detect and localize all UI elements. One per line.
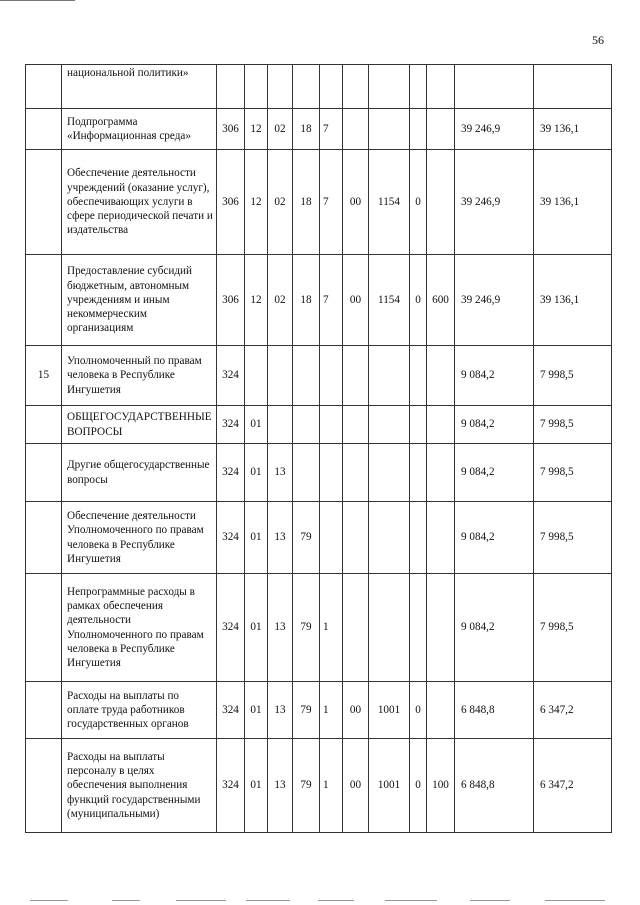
table-row [26,574,612,682]
corner-scan-mark [0,0,75,2]
expense-code-cell [369,346,410,406]
expense-code-cell [369,65,410,109]
amount-executed-cell [534,65,612,109]
no-cell [26,574,62,682]
name-cell: Непрограммные расходы в рамках обеспечения деятельности Уполномоченного по правам человека в Республике Ингушетия [62,574,217,682]
program-code-cell: 18 [293,109,320,150]
subprogram-code-cell: 7 [320,255,343,346]
amount-executed-cell: 39 136,1 [534,150,612,255]
expense-type-cell: 100 [427,739,455,833]
section-code-cell: 12 [245,150,268,255]
expense-type-cell [427,150,455,255]
amount-executed-cell: 7 998,5 [534,406,612,444]
subsection-code-cell: 13 [268,739,293,833]
subprogram-code-cell: 7 [320,109,343,150]
program-code-cell: 18 [293,150,320,255]
subcode-cell: 0 [410,255,427,346]
page-number: 56 [592,33,604,47]
program-code-cell [293,444,320,502]
subcode-cell [410,65,427,109]
amount-executed-cell: 39 136,1 [534,255,612,346]
expense-code-cell [369,109,410,150]
expense-type-cell [427,444,455,502]
amount-approved-cell: 39 246,9 [455,109,534,150]
section-code-cell: 01 [245,574,268,682]
subprogram-code-cell [320,444,343,502]
ministry-code-cell: 324 [217,682,245,739]
section-code-cell: 12 [245,109,268,150]
no-cell [26,739,62,833]
name-cell: Обеспечение деятельности учреждений (оказание услуг), обеспечивающих услуги в сфере периодической печати и издательства [62,150,217,255]
amount-executed-cell: 39 136,1 [534,109,612,150]
subsection-code-cell: 13 [268,574,293,682]
expense-code-cell: 1001 [369,682,410,739]
section-code-cell: 01 [245,739,268,833]
subsection-code-cell [268,65,293,109]
amount-executed-cell: 7 998,5 [534,444,612,502]
subprogram-code-cell: 1 [320,739,343,833]
name-cell: Расходы на выплаты по оплате труда работников государственных органов [62,682,217,739]
program-code-cell [293,346,320,406]
program-code-cell [293,65,320,109]
amount-approved-cell: 9 084,2 [455,346,534,406]
ministry-code-cell: 324 [217,739,245,833]
budget-table-body [26,65,612,833]
name-cell: ОБЩЕГОСУДАРСТВЕННЫЕ ВОПРОСЫ [62,406,217,444]
scan-edge-marks [0,880,640,905]
table-row [26,346,612,406]
expense-code-cell [369,574,410,682]
amount-approved-cell [455,65,534,109]
direction-code-cell: 00 [343,255,369,346]
subsection-code-cell: 02 [268,109,293,150]
expense-type-cell [427,682,455,739]
expense-type-cell [427,109,455,150]
ministry-code-cell: 306 [217,150,245,255]
no-cell [26,444,62,502]
subprogram-code-cell: 7 [320,150,343,255]
direction-code-cell: 00 [343,150,369,255]
subsection-code-cell: 13 [268,444,293,502]
ministry-code-cell: 324 [217,346,245,406]
direction-code-cell [343,444,369,502]
subprogram-code-cell [320,406,343,444]
expense-type-cell [427,65,455,109]
direction-code-cell [343,574,369,682]
no-cell [26,682,62,739]
subprogram-code-cell [320,65,343,109]
no-cell [26,406,62,444]
direction-code-cell [343,406,369,444]
table-row [26,109,612,150]
section-code-cell [245,346,268,406]
amount-executed-cell: 7 998,5 [534,502,612,574]
direction-code-cell [343,346,369,406]
subsection-code-cell [268,406,293,444]
expense-code-cell [369,444,410,502]
section-code-cell: 12 [245,255,268,346]
amount-executed-cell: 7 998,5 [534,574,612,682]
direction-code-cell: 00 [343,739,369,833]
no-cell [26,255,62,346]
ministry-code-cell: 324 [217,574,245,682]
subcode-cell [410,346,427,406]
expense-code-cell: 1154 [369,150,410,255]
subsection-code-cell [268,346,293,406]
subsection-code-cell: 02 [268,255,293,346]
amount-approved-cell: 39 246,9 [455,255,534,346]
amount-approved-cell: 9 084,2 [455,406,534,444]
subprogram-code-cell: 1 [320,574,343,682]
budget-table [25,64,612,833]
subcode-cell: 0 [410,739,427,833]
table-row [26,739,612,833]
subcode-cell [410,574,427,682]
ministry-code-cell [217,65,245,109]
expense-type-cell [427,574,455,682]
name-cell: национальной политики» [62,65,217,109]
table-row [26,255,612,346]
expense-code-cell: 1154 [369,255,410,346]
expense-type-cell [427,502,455,574]
no-cell: 15 [26,346,62,406]
amount-approved-cell: 6 848,8 [455,682,534,739]
ministry-code-cell: 324 [217,406,245,444]
no-cell [26,109,62,150]
ministry-code-cell: 306 [217,255,245,346]
subcode-cell [410,502,427,574]
amount-approved-cell: 9 084,2 [455,574,534,682]
program-code-cell: 79 [293,502,320,574]
program-code-cell: 79 [293,739,320,833]
section-code-cell: 01 [245,502,268,574]
amount-approved-cell: 9 084,2 [455,502,534,574]
section-code-cell: 01 [245,682,268,739]
subcode-cell [410,109,427,150]
subcode-cell: 0 [410,682,427,739]
program-code-cell [293,406,320,444]
name-cell: Обеспечение деятельности Уполномоченного по правам человека в Республике Ингушетия [62,502,217,574]
amount-executed-cell: 6 347,2 [534,739,612,833]
expense-type-cell: 600 [427,255,455,346]
subsection-code-cell: 13 [268,682,293,739]
direction-code-cell [343,109,369,150]
amount-approved-cell: 9 084,2 [455,444,534,502]
ministry-code-cell: 324 [217,502,245,574]
program-code-cell: 79 [293,682,320,739]
name-cell: Расходы на выплаты персоналу в целях обеспечения выполнения функций государственными (муниципальными) [62,739,217,833]
amount-approved-cell: 6 848,8 [455,739,534,833]
ministry-code-cell: 306 [217,109,245,150]
subsection-code-cell: 02 [268,150,293,255]
name-cell: Другие общегосударственные вопросы [62,444,217,502]
program-code-cell: 79 [293,574,320,682]
expense-code-cell: 1001 [369,739,410,833]
table-row [26,150,612,255]
expense-code-cell [369,406,410,444]
name-cell: Предоставление субсидий бюджетным, автономным учреждениям и иным некоммерческим организациям [62,255,217,346]
table-row [26,444,612,502]
table-row [26,65,612,109]
table-row [26,406,612,444]
amount-executed-cell: 7 998,5 [534,346,612,406]
table-row [26,502,612,574]
section-code-cell [245,65,268,109]
no-cell [26,65,62,109]
direction-code-cell [343,65,369,109]
name-cell: Подпрограмма «Информационная среда» [62,109,217,150]
subcode-cell [410,406,427,444]
subcode-cell: 0 [410,150,427,255]
subprogram-code-cell [320,346,343,406]
direction-code-cell: 00 [343,682,369,739]
subprogram-code-cell [320,502,343,574]
name-cell: Уполномоченный по правам человека в Республике Ингушетия [62,346,217,406]
amount-executed-cell: 6 347,2 [534,682,612,739]
subcode-cell [410,444,427,502]
program-code-cell: 18 [293,255,320,346]
no-cell [26,150,62,255]
ministry-code-cell: 324 [217,444,245,502]
direction-code-cell [343,502,369,574]
expense-code-cell [369,502,410,574]
section-code-cell: 01 [245,444,268,502]
no-cell [26,502,62,574]
table-row [26,682,612,739]
section-code-cell: 01 [245,406,268,444]
amount-approved-cell: 39 246,9 [455,150,534,255]
subsection-code-cell: 13 [268,502,293,574]
expense-type-cell [427,346,455,406]
expense-type-cell [427,406,455,444]
subprogram-code-cell: 1 [320,682,343,739]
